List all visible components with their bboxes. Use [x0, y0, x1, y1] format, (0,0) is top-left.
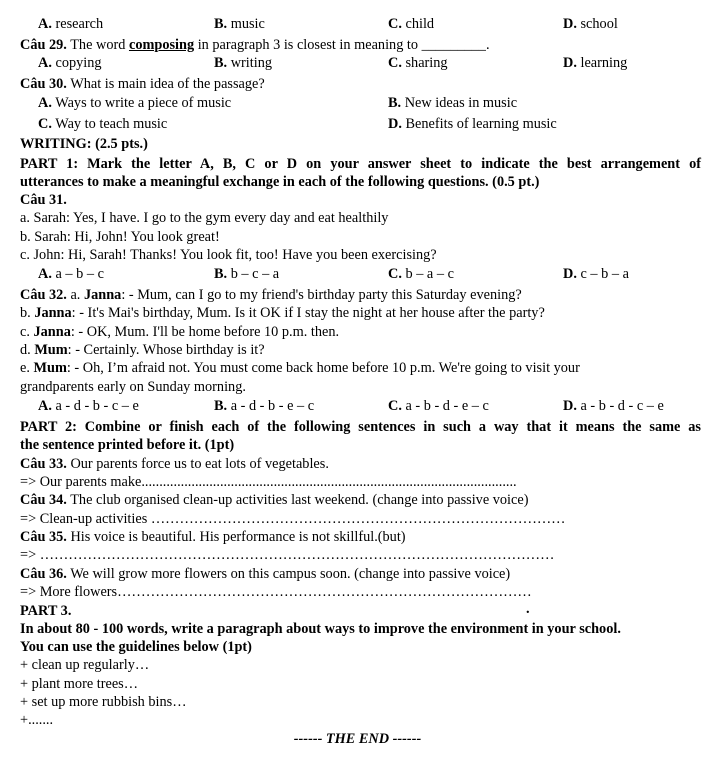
q31-label: Câu 31. [20, 192, 67, 208]
option-text: a - d - b - c – e [55, 398, 139, 414]
question-text: What is main idea of the passage? [70, 76, 265, 92]
q29-option-a [38, 54, 102, 72]
q29-option-b [214, 54, 272, 72]
q32-utterance-d [20, 341, 265, 359]
question-label: Câu 32. [20, 287, 67, 303]
guideline-item: + clean up regularly… [20, 657, 150, 673]
speaker-name: Janna [33, 324, 71, 340]
option-text: b – a – c [405, 266, 454, 282]
option-text: b – c – a [230, 266, 280, 282]
question-text: Our parents force us to eat lots of vegetables. [70, 456, 329, 472]
option-letter: C. [388, 398, 402, 414]
guideline-item: + set up more rubbish bins… [20, 694, 187, 710]
q32-utterance-e [20, 359, 580, 377]
option-letter: B. [214, 55, 228, 71]
question-text: We will grow more flowers on this campus soon. (change into passive voice) [70, 566, 511, 582]
q34-answer-line: => Clean-up activities …………………………………………………………………………… [20, 511, 566, 527]
q31-utterance-c: c. John: Hi, Sarah! Thanks! You look fit, too! Have you been exercising? [20, 247, 437, 263]
utterance-text: : - OK, Mum. I'll be home before 10 p.m. then. [70, 324, 340, 340]
q33-question [20, 455, 329, 473]
q32-option-b [214, 397, 314, 415]
q30-option-a [38, 94, 231, 112]
q28-option-a [38, 15, 103, 33]
utterance-prefix: e. [20, 360, 30, 376]
option-text: c – b – a [580, 266, 629, 282]
question-text: The club organised clean-up activities last weekend. (change into passive voice) [70, 492, 529, 508]
option-text: Way to teach music [55, 116, 168, 132]
utterance-text: : - Certainly. Whose birthday is it? [67, 342, 265, 358]
speaker-name: Janna [83, 287, 122, 303]
q34-question [20, 491, 528, 509]
option-letter: D. [563, 55, 577, 71]
question-text: in paragraph 3 is closest in meaning to _________. [197, 37, 490, 53]
q32-option-c [388, 397, 489, 415]
speaker-name: Mum [34, 342, 68, 358]
option-text: research [55, 16, 104, 32]
q32-option-a [38, 397, 139, 415]
option-letter: C. [388, 16, 402, 32]
q32-utterance-b [20, 304, 545, 322]
option-letter: B. [214, 398, 228, 414]
stray-dot: . [526, 601, 530, 617]
q30-option-d [388, 115, 557, 133]
option-text: child [405, 16, 435, 32]
q31-option-c [388, 265, 454, 283]
option-letter: D. [388, 116, 402, 132]
q31-option-a [38, 265, 104, 283]
option-text: New ideas in music [404, 95, 518, 111]
q31-option-b [214, 265, 279, 283]
q30-option-c [38, 115, 167, 133]
part1-instruction-line1: PART 1: Mark the letter A, B, C or D on your answer sheet to indicate the best arrangement of [20, 156, 701, 172]
option-text: a - b - d - e – c [405, 398, 489, 414]
part3-instruction-line1: In about 80 - 100 words, write a paragraph about ways to improve the environment in your school. [20, 621, 621, 637]
q35-answer-line: => ……………………………………………………………………………………………… [20, 547, 555, 563]
option-letter: C. [388, 266, 402, 282]
option-letter: D. [563, 266, 577, 282]
speaker-name: Janna [34, 305, 72, 321]
q31-option-d [563, 265, 629, 283]
q28-option-b [214, 15, 265, 33]
q29-option-d [563, 54, 627, 72]
option-letter: A. [38, 55, 52, 71]
question-label: Câu 34. [20, 492, 67, 508]
q35-question [20, 528, 406, 546]
option-text: a - b - d - c – e [580, 398, 664, 414]
guideline-item: + plant more trees… [20, 676, 139, 692]
option-letter: B. [388, 95, 402, 111]
question-text: The word [70, 37, 126, 53]
question-text: His voice is beautiful. His performance is not skillful.(but) [70, 529, 406, 545]
option-letter: B. [214, 266, 228, 282]
option-text: writing [230, 55, 273, 71]
option-text: school [580, 16, 618, 32]
the-end-marker: ------ THE END ------ [293, 731, 422, 747]
part3-instruction-line2: You can use the guidelines below (1pt) [20, 639, 252, 655]
q32-utterance-a [20, 286, 522, 304]
writing-heading: WRITING: (2.5 pts.) [20, 136, 148, 152]
q30-option-b [388, 94, 517, 112]
q36-answer-line: => More flowers…………………………………………………………………………… [20, 584, 532, 600]
option-letter: B. [214, 16, 228, 32]
utterance-text: : - It's Mai's birthday, Mum. Is it OK if I stay the night at her house after the party? [71, 305, 545, 321]
q31-utterance-a: a. Sarah: Yes, I have. I go to the gym every day and eat healthily [20, 210, 389, 226]
q32-utterance-e-continuation: grandparents early on Sunday morning. [20, 379, 246, 395]
q29-question [20, 36, 490, 54]
option-letter: D. [563, 398, 577, 414]
underlined-keyword: composing [128, 37, 195, 53]
option-letter: C. [388, 55, 402, 71]
option-text: a – b – c [55, 266, 104, 282]
part2-instruction-line1: PART 2: Combine or finish each of the following sentences in such a way that it means the same as [20, 419, 701, 435]
utterance-text: : - Oh, I’m afraid not. You must come back home before 10 p.m. We're going to visit your [66, 360, 580, 376]
option-text: learning [580, 55, 628, 71]
guideline-item: +....... [20, 712, 54, 728]
question-label: Câu 29. [20, 37, 67, 53]
question-label: Câu 35. [20, 529, 67, 545]
option-letter: A. [38, 398, 52, 414]
option-letter: C. [38, 116, 52, 132]
utterance-prefix: b. [20, 305, 31, 321]
option-letter: A. [38, 95, 52, 111]
option-text: copying [55, 55, 102, 71]
question-label: Câu 33. [20, 456, 67, 472]
part3-heading: PART 3. [20, 603, 72, 619]
option-text: Benefits of learning music [405, 116, 557, 132]
option-text: Ways to write a piece of music [55, 95, 232, 111]
q28-option-d [563, 15, 618, 33]
part2-instruction-line2: the sentence printed before it. (1pt) [20, 437, 235, 453]
part1-instruction-line2: utterances to make a meaningful exchange in each of the following questions. (0.5 pt.) [20, 174, 540, 190]
utterance-prefix: a. [70, 287, 81, 303]
option-letter: A. [38, 266, 52, 282]
q32-option-d [563, 397, 664, 415]
option-text: music [230, 16, 265, 32]
option-letter: D. [563, 16, 577, 32]
option-text: a - d - b - e – c [230, 398, 315, 414]
q36-question [20, 565, 510, 583]
q33-answer-line: => Our parents make......................................................................................................... [20, 474, 517, 490]
q32-utterance-c [20, 323, 339, 341]
question-label: Câu 36. [20, 566, 67, 582]
q28-option-c [388, 15, 434, 33]
utterance-text: : - Mum, can I go to my friend's birthday party this Saturday evening? [121, 287, 522, 303]
q31-utterance-b: b. Sarah: Hi, John! You look great! [20, 229, 220, 245]
speaker-name: Mum [33, 360, 67, 376]
option-letter: A. [38, 16, 52, 32]
q29-option-c [388, 54, 448, 72]
utterance-prefix: d. [20, 342, 31, 358]
utterance-prefix: c. [20, 324, 30, 340]
option-text: sharing [405, 55, 448, 71]
q30-question [20, 75, 265, 93]
question-label: Câu 30. [20, 76, 67, 92]
